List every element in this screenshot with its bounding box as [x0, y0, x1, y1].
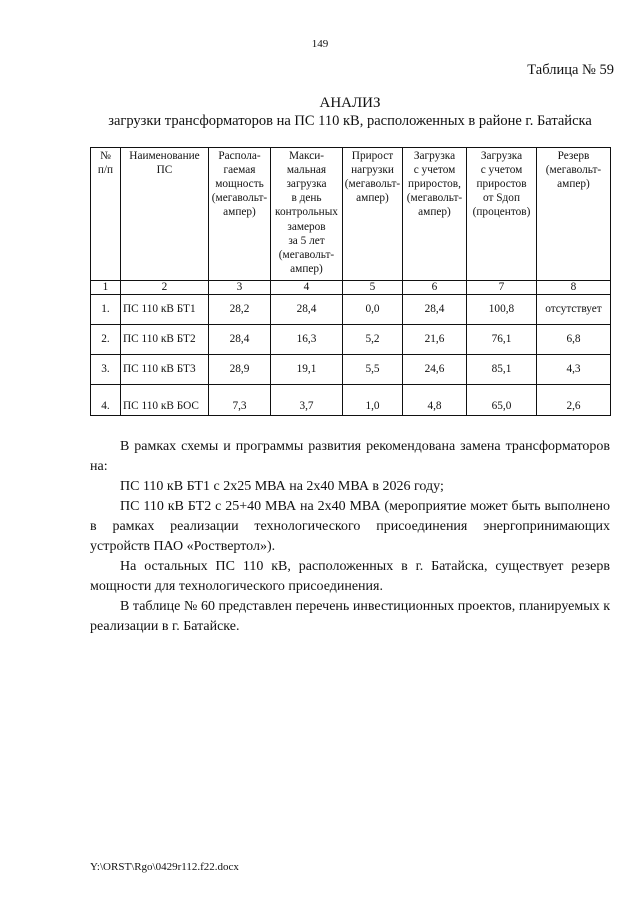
- column-number-cell: 1: [91, 281, 121, 295]
- document-subheading: загрузки трансформаторов на ПС 110 кВ, расположенных в районе г. Батайска: [108, 113, 592, 129]
- header-text-line: Распола-: [218, 150, 261, 162]
- column-number-cell: 3: [209, 281, 271, 295]
- header-text-line: с учетом: [413, 164, 456, 177]
- header-text-line: загрузка: [286, 178, 327, 191]
- header-text-line: Макси-: [288, 150, 325, 162]
- header-text-line: ПС: [156, 164, 173, 177]
- header-text-line: в день: [291, 192, 322, 205]
- row-number-cell: 2.: [91, 325, 121, 355]
- column-number-cell: 5: [343, 281, 403, 295]
- reserve-cell: отсутствует: [537, 295, 611, 325]
- header-text-line: Резерв: [557, 150, 590, 162]
- document-heading: АНАЛИЗ: [319, 95, 381, 111]
- header-cell: [403, 148, 467, 281]
- row-number-cell: 1.: [91, 295, 121, 325]
- row-number-cell: 4.: [91, 385, 121, 416]
- load-with-increase-cell: 21,6: [403, 325, 467, 355]
- load-percent-cell: 65,0: [467, 385, 537, 416]
- column-number-cell: 6: [403, 281, 467, 295]
- header-text-line: Наименование: [129, 150, 200, 162]
- load-with-increase-cell: 24,6: [403, 355, 467, 385]
- header-cell: [271, 148, 343, 281]
- footer-file-path: Y:\ORST\Rgo\0429r112.f22.docx: [90, 861, 239, 873]
- load-with-increase-cell: 28,4: [403, 295, 467, 325]
- header-text-line: Загрузка: [413, 150, 456, 162]
- header-text-line: (мегавольт-: [406, 192, 463, 205]
- available-capacity-cell: 28,9: [209, 355, 271, 385]
- substation-name-cell: ПС 110 кВ БТ2: [121, 325, 209, 355]
- table-row: [91, 295, 611, 325]
- column-number-cell: 7: [467, 281, 537, 295]
- available-capacity-cell: 7,3: [209, 385, 271, 416]
- header-cell: [209, 148, 271, 281]
- max-load-cell: 19,1: [271, 355, 343, 385]
- load-with-increase-cell: 4,8: [403, 385, 467, 416]
- table-header-row: [91, 148, 611, 281]
- header-cell: [91, 148, 121, 281]
- load-percent-cell: 76,1: [467, 325, 537, 355]
- header-text-line: Прирост: [351, 150, 394, 162]
- header-text-line: (мегавольт-: [545, 164, 602, 177]
- header-text-line: мальная: [286, 164, 327, 177]
- header-text-line: №: [100, 150, 111, 162]
- max-load-cell: 3,7: [271, 385, 343, 416]
- paragraph: На остальных ПС 110 кВ, расположенных в г. Батайска, существует резерв мощности для технологического присоединения.: [90, 559, 610, 594]
- header-text-line: с учетом: [480, 164, 523, 177]
- table-row: [91, 355, 611, 385]
- header-text-line: от Sдоп: [483, 192, 520, 205]
- header-text-line: контрольных: [275, 206, 338, 219]
- transformer-load-table: [90, 147, 611, 416]
- load-percent-cell: 85,1: [467, 355, 537, 385]
- header-text-line: ампер): [557, 178, 590, 191]
- max-load-cell: 16,3: [271, 325, 343, 355]
- header-cell: [121, 148, 209, 281]
- header-text-line: мощность: [215, 178, 264, 191]
- header-text-line: за 5 лет: [288, 234, 325, 247]
- reserve-cell: 2,6: [537, 385, 611, 416]
- header-text-line: (мегавольт-: [211, 192, 268, 205]
- paragraph: ПС 110 кВ БТ1 с 2х25 МВА на 2х40 МВА в 2026 году;: [120, 479, 444, 494]
- header-text-line: нагрузки: [351, 164, 394, 177]
- header-text-line: замеров: [287, 220, 326, 233]
- header-text-line: Загрузка: [480, 150, 523, 162]
- header-text-line: ампер): [418, 206, 451, 219]
- header-text-line: ампер): [223, 206, 256, 219]
- load-increase-cell: 5,5: [343, 355, 403, 385]
- row-number-cell: 3.: [91, 355, 121, 385]
- substation-name-cell: ПС 110 кВ БОС: [121, 385, 209, 416]
- max-load-cell: 28,4: [271, 295, 343, 325]
- header-cell: [467, 148, 537, 281]
- available-capacity-cell: 28,4: [209, 325, 271, 355]
- reserve-cell: 4,3: [537, 355, 611, 385]
- header-text-line: (процентов): [472, 206, 531, 219]
- header-text-line: ампер): [356, 192, 389, 205]
- table-label: Таблица № 59: [527, 62, 614, 78]
- paragraph: В таблице № 60 представлен перечень инвестиционных проектов, планируемых к реализации в г. Батайске.: [90, 599, 610, 634]
- header-text-line: ампер): [290, 262, 323, 275]
- load-percent-cell: 100,8: [467, 295, 537, 325]
- load-increase-cell: 5,2: [343, 325, 403, 355]
- table-row: [91, 325, 611, 355]
- header-cell: [537, 148, 611, 281]
- body-text: [90, 437, 610, 637]
- paragraph: В рамках схемы и программы развития рекомендована замена трансформаторов на:: [90, 439, 610, 474]
- column-number-cell: 8: [537, 281, 611, 295]
- paragraph: ПС 110 кВ БТ2 с 25+40 МВА на 2х40 МВА (мероприятие может быть выполнено в рамках реализации технологического присоединения энергопринимающих устройств ПАО «Роствертол»).: [90, 499, 610, 554]
- column-number-row: [91, 281, 611, 295]
- header-text-line: приростов: [476, 178, 527, 191]
- column-number-cell: 4: [271, 281, 343, 295]
- substation-name-cell: ПС 110 кВ БТ3: [121, 355, 209, 385]
- available-capacity-cell: 28,2: [209, 295, 271, 325]
- load-increase-cell: 1,0: [343, 385, 403, 416]
- header-text-line: (мегавольт-: [278, 248, 335, 261]
- load-increase-cell: 0,0: [343, 295, 403, 325]
- header-text-line: приростов,: [408, 178, 461, 191]
- header-text-line: гаемая: [223, 164, 256, 177]
- header-text-line: п/п: [97, 164, 114, 177]
- table-row: [91, 385, 611, 416]
- page-number: 149: [311, 38, 329, 50]
- column-number-cell: 2: [121, 281, 209, 295]
- header-cell: [343, 148, 403, 281]
- header-text-line: (мегавольт-: [344, 178, 401, 191]
- substation-name-cell: ПС 110 кВ БТ1: [121, 295, 209, 325]
- reserve-cell: 6,8: [537, 325, 611, 355]
